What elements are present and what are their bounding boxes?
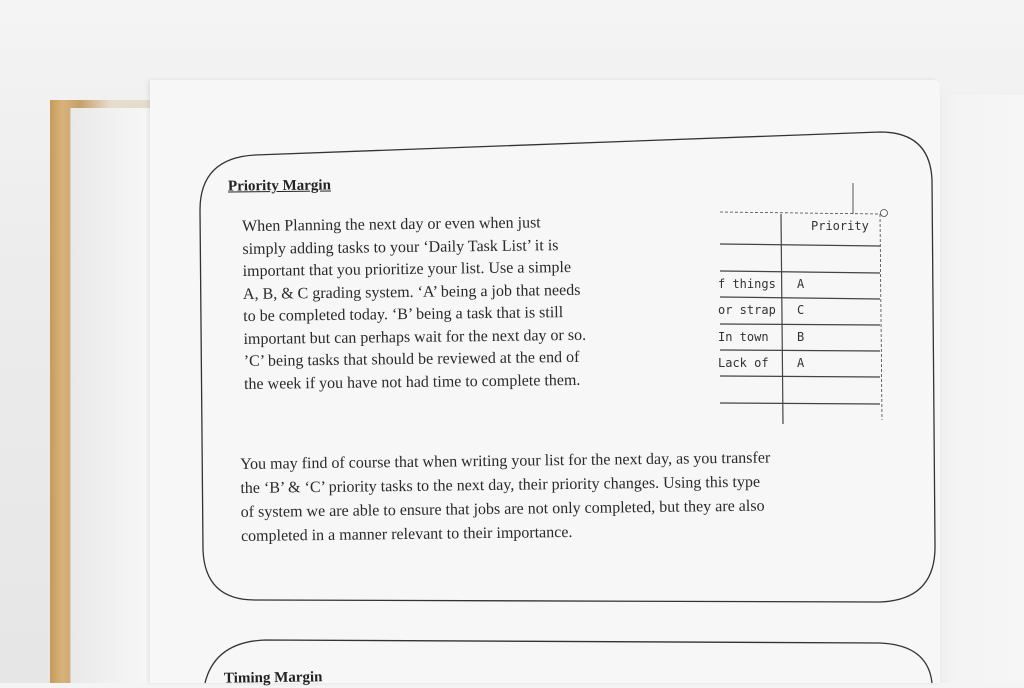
table-cell-task: Lack of xyxy=(718,356,769,370)
next-section-heading: Timing Margin xyxy=(223,669,323,687)
paragraph-line: important that you prioritize your list. Use a simple xyxy=(242,258,572,280)
paragraph-line: You may find of course that when writing your list for the next day, as you transfer xyxy=(240,449,771,473)
table-cell-priority: A xyxy=(797,277,805,291)
paragraph-line: completed in a manner relevant to their importance. xyxy=(240,523,573,545)
paragraph-line: A, B, & C grading system. ‘A’ being a job that needs xyxy=(242,281,581,303)
paragraph-line: of system we are able to ensure that jobs are not only completed, but they are also xyxy=(240,497,765,521)
table-cell-task: f things xyxy=(718,277,776,291)
table-cell-task: In town xyxy=(718,330,769,344)
paragraph-line: When Planning the next day or even when just xyxy=(242,214,541,235)
table-header-priority: Priority xyxy=(811,219,869,233)
table-cell-priority: C xyxy=(797,303,805,317)
paragraph-line: ’C’ being tasks that should be reviewed at the end of xyxy=(243,348,580,370)
section-heading: Priority Margin xyxy=(227,177,331,195)
paragraph-line: to be completed today. ‘B’ being a task that is still xyxy=(243,304,564,325)
paragraph-line: the week if you have not had time to complete them. xyxy=(243,371,581,393)
table-cell-priority: B xyxy=(797,330,805,344)
intro-paragraph xyxy=(242,211,684,396)
table-cell-task: or strap xyxy=(718,303,776,317)
followup-paragraph xyxy=(240,445,911,549)
paragraph-line: the ‘B’ & ‘C’ priority tasks to the next day, their priority changes. Using this type xyxy=(240,473,761,497)
table-cell-priority: A xyxy=(797,356,805,370)
paragraph-line: simply adding tasks to your ‘Daily Task List’ it is xyxy=(242,236,559,258)
paragraph-line: important but can perhaps wait for the next day or so. xyxy=(243,326,587,348)
